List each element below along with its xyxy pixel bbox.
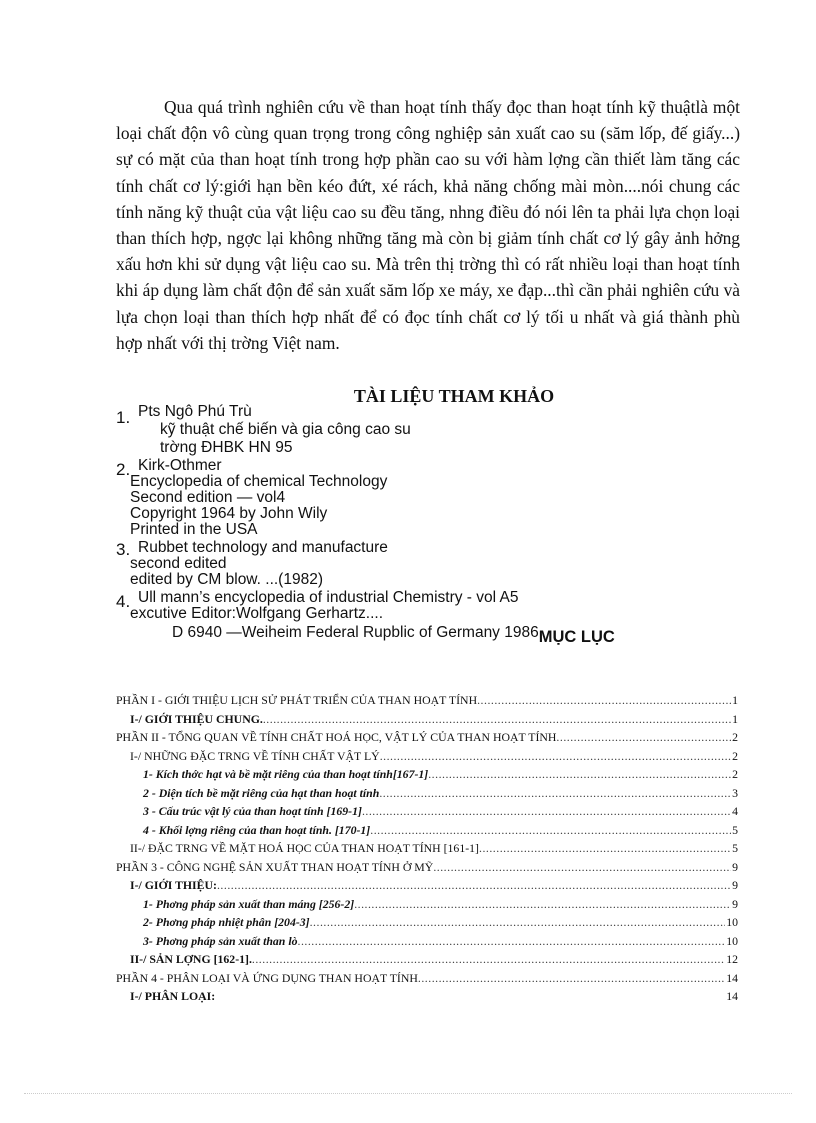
toc-leader <box>362 804 731 819</box>
toc-entry-title: 2 - Diện tích bề mặt riêng của hạt than hoạt tính <box>143 785 380 800</box>
toc-entry[interactable] <box>116 934 738 953</box>
reference-line: Pts Ngô Phú Trù <box>138 403 252 420</box>
toc-entry[interactable] <box>116 952 738 971</box>
reference-item <box>116 404 756 456</box>
toc-entry[interactable] <box>116 730 738 749</box>
reference-line: edited by CM blow. ...(1982) <box>130 571 323 588</box>
reference-line: second edited <box>130 555 227 572</box>
toc-leader <box>477 693 731 708</box>
reference-line: Kirk-Othmer <box>138 457 222 474</box>
body-paragraph: Qua quá trình nghiên cứu về than hoạt tính thấy đọc than hoạt tính kỹ thuậtlà một loại chất độn vô cùng quan trọng trong công nghiệp sản xuất cao su (săm lốp, đế giấy...) sự có mặt của than hoạt tính trong hợp phần cao su với hàm lợng cần thiết làm tăng các tính chất cơ lý:giới hạn bền kéo đứt, xé rách, khả năng chống mài mòn....nói chung các tính năng kỹ thuật của vật liệu cao su đều tăng, nhng điều đó nói lên ta phải lựa chọn loại than thích hợp, ngợc lại không những tăng mà còn bị giảm tính chất cơ lý gây ảnh hởng xấu hơn khi sử dụng vật liệu cao su. Mà trên thị trờng thì có rất nhiều loại than hoạt tính khi áp dụng làm chất độn để sản xuất săm lốp xe máy, xe đạp...thì cần phải nghiên cứu và lựa chọn loại than thích hợp nhất để có đọc tính chất cơ lý tối u nhất và giá thành phù hợp nhất với thị trờng Việt nam. <box>116 97 740 353</box>
reference-line: Second edition — vol4 <box>130 489 286 506</box>
toc-leader <box>252 952 725 967</box>
reference-line: trờng ĐHBK HN 95 <box>160 439 293 456</box>
toc-entry-title: PHẦN 4 - PHÂN LOẠI VÀ ỨNG DỤNG THAN HOẠT TÍNH <box>116 970 418 985</box>
toc-leader <box>310 915 726 930</box>
reference-item <box>116 456 756 538</box>
toc-entry[interactable] <box>116 989 738 1008</box>
reference-item <box>116 588 756 646</box>
toc-entry-title: II-/ SẢN LỢNG [162-1]. <box>130 952 252 966</box>
toc-entry-title: I-/ NHỮNG ĐẶC TRNG VỀ TÍNH CHẤT VẬT LÝ <box>130 748 380 763</box>
reference-line: Printed in the USA <box>130 521 258 538</box>
reference-number: 4. <box>116 592 131 611</box>
toc-entry[interactable] <box>116 878 738 897</box>
toc-entry-title: PHẦN 3 - CÔNG NGHỆ SẢN XUẤT THAN HOẠT TÍNH Ở MỸ <box>116 859 434 874</box>
toc-entry-page: 1 <box>732 693 738 707</box>
toc-leader <box>556 730 731 745</box>
toc-entry[interactable] <box>116 915 738 934</box>
toc-entry-page: 9 <box>732 878 738 892</box>
toc-entry[interactable] <box>116 804 738 823</box>
toc-entry[interactable] <box>116 712 738 731</box>
toc-leader <box>418 971 725 986</box>
toc-entry[interactable] <box>116 767 738 786</box>
toc-entry-page: 5 <box>732 841 738 855</box>
reference-line: Encyclopedia of chemical Technology <box>130 473 388 490</box>
toc-leader <box>298 934 726 949</box>
toc-heading: MỤC LỤC <box>538 628 615 646</box>
toc-entry-page: 10 <box>726 915 738 929</box>
reference-line: Rubbet technology and manufacture <box>138 539 388 556</box>
page-bottom-rule <box>24 1093 792 1094</box>
toc-entry-title: I-/ GIỚI THIỆU CHUNG. <box>130 711 263 726</box>
reference-line <box>172 624 615 646</box>
reference-line: excutive Editor:Wolfgang Gerhartz.... <box>130 605 383 622</box>
toc-entry[interactable] <box>116 786 738 805</box>
toc-leader <box>379 786 731 801</box>
table-of-contents <box>116 693 738 1008</box>
toc-leader <box>370 823 731 838</box>
toc-entry-title: II-/ ĐẶC TRNG VỀ MẶT HOÁ HỌC CỦA THAN HOẠT TÍNH [161-1] <box>130 841 479 855</box>
reference-line: kỹ thuật chế biến và gia công cao su <box>160 421 411 438</box>
toc-entry-page: 14 <box>726 970 738 985</box>
toc-leader <box>479 841 731 856</box>
toc-entry-title: 1- Phơng pháp sản xuất than máng [256-2] <box>143 896 355 911</box>
toc-leader <box>217 878 731 893</box>
references-heading: TÀI LIỆU THAM KHẢO <box>353 386 555 406</box>
toc-entry-page: 9 <box>732 859 738 874</box>
toc-entry[interactable] <box>116 693 738 712</box>
toc-entry[interactable] <box>116 841 738 860</box>
toc-entry-title: 3 - Cấu trúc vật lý của than hoạt tính [169-1] <box>143 804 362 818</box>
toc-entry-title: PHẦN I - GIỚI THIỆU LỊCH SỬ PHÁT TRIỂN CỦA THAN HOẠT TÍNH <box>116 693 478 707</box>
toc-entry-title: 1- Kích thớc hạt và bề mặt riêng của than hoạt tính[167-1] <box>143 767 429 781</box>
toc-entry-title: PHẦN II - TỔNG QUAN VỀ TÍNH CHẤT HOÁ HỌC, VẬT LÝ CỦA THAN HOẠT TÍNH <box>116 730 557 744</box>
toc-entry-page: 2 <box>732 767 738 781</box>
toc-entry-title: I-/ GIỚI THIỆU: <box>130 878 217 892</box>
toc-entry-title: 3- Phơng pháp sản xuất than lò <box>143 933 298 948</box>
toc-entry-page: 5 <box>732 822 738 837</box>
toc-entry[interactable] <box>116 971 738 990</box>
reference-number: 2. <box>116 460 131 479</box>
toc-entry-page: 1 <box>732 711 738 726</box>
toc-entry-page: 14 <box>726 989 738 1003</box>
toc-entry[interactable] <box>116 823 738 842</box>
toc-leader <box>428 767 731 782</box>
toc-entry-page: 2 <box>732 730 738 744</box>
toc-entry-title: 2- Phơng pháp nhiệt phân [204-3] <box>143 915 310 929</box>
toc-leader <box>433 860 731 875</box>
reference-line: Copyright 1964 by John Wily <box>130 505 328 522</box>
toc-entry-page: 10 <box>726 933 738 948</box>
references-list <box>116 403 756 646</box>
toc-entry[interactable] <box>116 897 738 916</box>
toc-entry-title: I-/ PHÂN LOẠI: <box>130 989 216 1003</box>
toc-leader <box>263 712 731 727</box>
toc-leader <box>354 897 731 912</box>
toc-entry-title: 4 - Khối lợng riêng của than hoạt tính. [170-1] <box>143 822 371 837</box>
toc-entry[interactable] <box>116 749 738 768</box>
reference-line-text: D 6940 —Weiheim Federal Rupblic of Germany 1986 <box>172 624 539 641</box>
toc-entry-page: 12 <box>726 952 738 966</box>
toc-entry[interactable] <box>116 860 738 879</box>
toc-entry-page: 4 <box>732 804 738 818</box>
reference-number: 1. <box>116 408 131 427</box>
toc-entry-page: 2 <box>732 748 738 763</box>
toc-entry-page: 3 <box>732 785 738 800</box>
reference-item <box>116 538 756 588</box>
reference-line: Ull mann’s encyclopedia of industrial Chemistry - vol A5 <box>138 589 519 606</box>
toc-leader <box>380 749 731 764</box>
reference-number: 3. <box>116 540 131 559</box>
toc-entry-page: 9 <box>732 896 738 911</box>
